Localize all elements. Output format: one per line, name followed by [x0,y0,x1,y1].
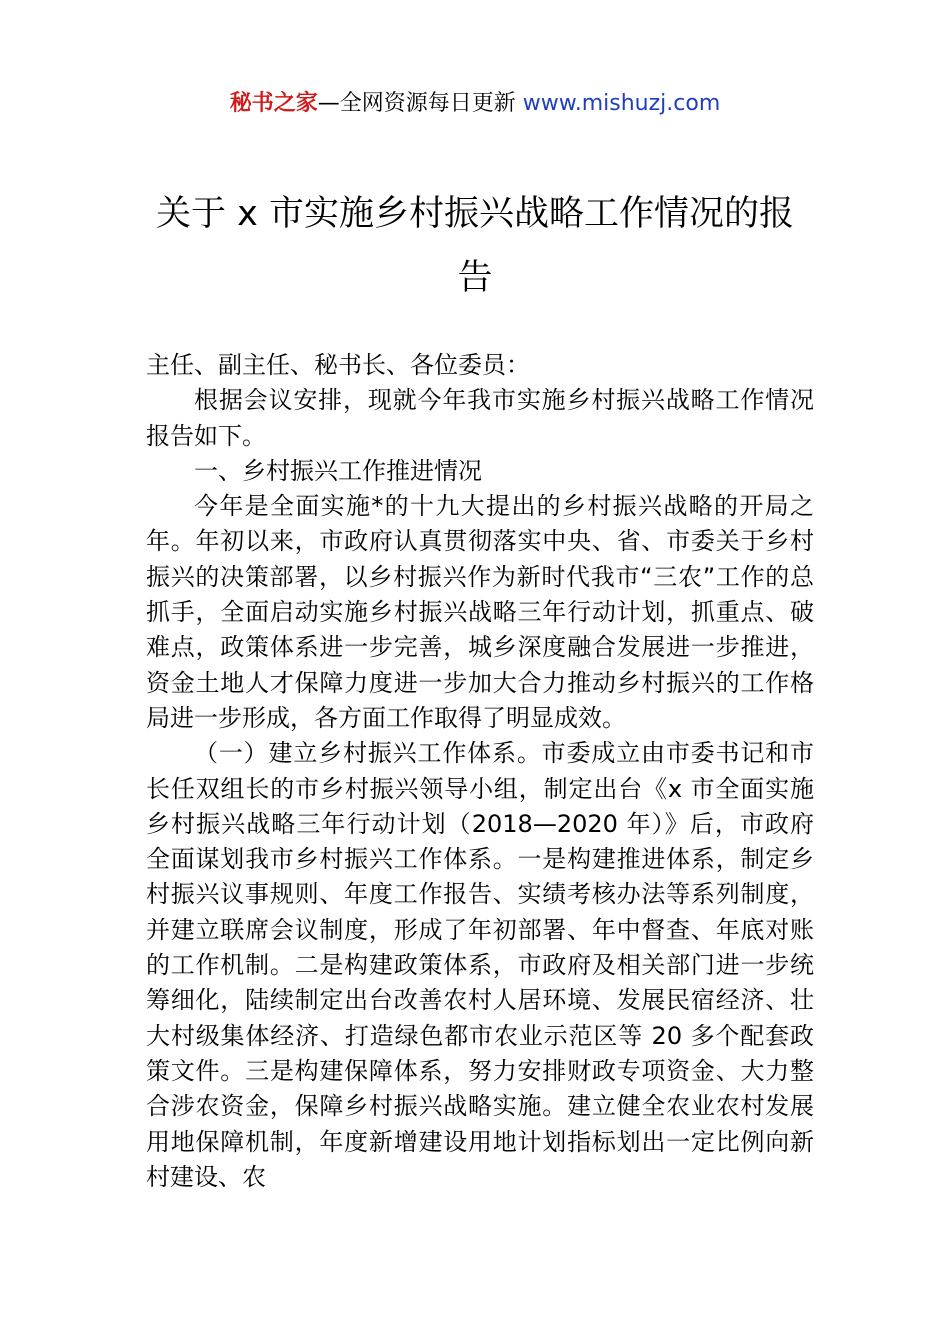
salutation: 主任、副主任、秘书长、各位委员： [146,351,530,379]
intro-paragraph: 根据会议安排，现就今年我市实施乡村振兴战略工作情况报告如下。 [146,386,814,450]
site-url-link[interactable]: www.mishuzj.com [522,91,721,116]
section-paragraph: 今年是全面实施*的十九大提出的乡村振兴战略的开局之年。年初以来，市政府认真贯彻落实中央、省、市委关于乡村振兴的决策部署，以乡村振兴作为新时代我市“三农”工作的总抓手，全面启动实施乡村振兴战略三年行动计划，抓重点、破难点，政策体系进一步完善，城乡深度融合发展进一步推进，资金土地人才保障力度进一步加大合力推动乡村振兴的工作格局进一步形成，各方面工作取得了明显成效。 [146,492,814,732]
subsection-paragraph: （一）建立乡村振兴工作体系。市委成立由市委书记和市长任双组长的市乡村振兴领导小组，制定出台《x 市全面实施乡村振兴战略三年行动计划（2018—2020 年）》后，市政府全面谋划我市乡村振兴工作体系。一是构建推进体系，制定乡村振兴议事规则、年度工作报告、实绩考核办法等系列制度，并建立联席会议制度，形成了年初部署、年中督查、年底对账的工作机制。二是构建政策体系，市政府及相关部门进一步统筹细化，陆续制定出台改善农村人居环境、发展民宿经济、壮大村级集体经济、打造绿色都市农业示范区等 20 多个配套政策文件。三是构建保障体系，努力安排财政专项资金、大力整合涉农资金，保障乡村振兴战略实施。建立健全农业农村发展用地保障机制，年度新增建设用地计划指标划出一定比例向新村建设、农 [146,739,814,1191]
document-title: 关于 x 市实施乡村振兴战略工作情况的报告 [156,194,794,298]
section-heading: 一、乡村振兴工作推进情况 [194,456,482,485]
brand-name: 秘书之家 [229,91,318,116]
document-body [146,348,814,1195]
site-header [0,88,950,120]
header-tagline: —全网资源每日更新 [317,91,516,116]
